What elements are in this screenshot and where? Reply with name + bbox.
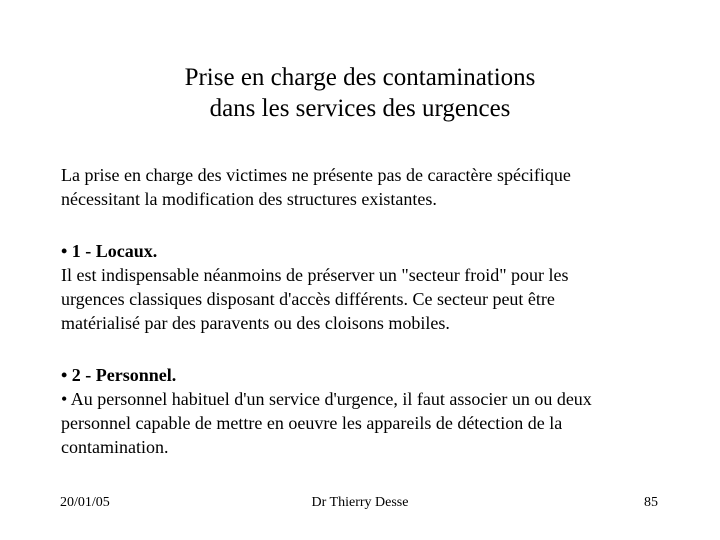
section-personnel-line-2: personnel capable de mettre en oeuvre les appareils de détection de la bbox=[61, 413, 563, 433]
intro-line-1: La prise en charge des victimes ne présente pas de caractère spécifique bbox=[61, 165, 571, 185]
intro-line-2: nécessitant la modification des structures existantes. bbox=[61, 189, 437, 209]
title-line-2: dans les services des urgences bbox=[209, 95, 511, 122]
slide-body bbox=[61, 163, 671, 459]
footer-date: 20/01/05 bbox=[60, 495, 110, 510]
section-personnel-line-1: • Au personnel habituel d'un service d'urgence, il faut associer un ou deux bbox=[61, 389, 592, 409]
section-personnel-line-3: contamination. bbox=[61, 437, 169, 457]
footer-page-number: 85 bbox=[644, 495, 658, 510]
section-locaux bbox=[61, 239, 671, 335]
section-locaux-line-1: Il est indispensable néanmoins de préserver un "secteur froid" pour les bbox=[61, 265, 569, 285]
slide-title bbox=[60, 62, 660, 124]
section-locaux-heading: • 1 - Locaux. bbox=[61, 241, 158, 261]
intro-paragraph bbox=[61, 163, 671, 211]
section-locaux-line-2: urgences classiques disposant d'accès différents. Ce secteur peut être bbox=[61, 289, 555, 309]
footer-author: Dr Thierry Desse bbox=[311, 495, 409, 510]
title-line-1: Prise en charge des contaminations bbox=[184, 64, 536, 91]
section-personnel bbox=[61, 363, 671, 459]
section-locaux-line-3: matérialisé par des paravents ou des cloisons mobiles. bbox=[61, 313, 450, 333]
spacer bbox=[61, 335, 671, 363]
section-personnel-heading: • 2 - Personnel. bbox=[61, 365, 177, 385]
spacer bbox=[61, 211, 671, 239]
